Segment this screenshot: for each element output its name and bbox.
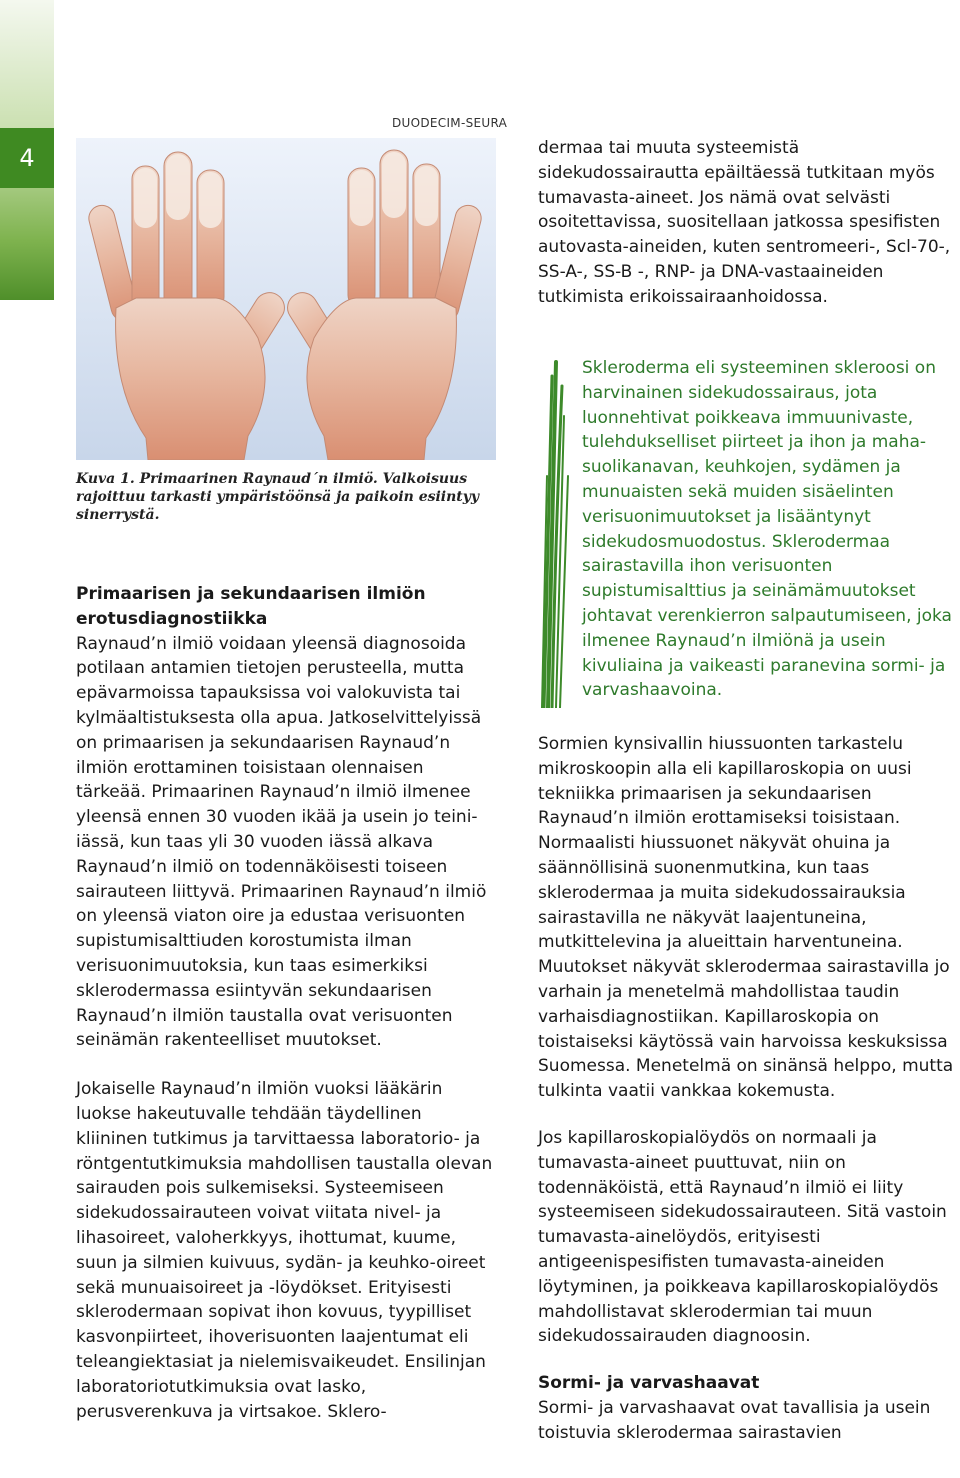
right-paragraph-1: Sormien kynsivallin hiussuonten tarkastelu mikroskoopin alla eli kapillaroskopia on uusi tekniikka primaarisen ja sekundaarisen Raynaud’n ilmiön erottamiseksi toisistaan. Normaalisti hiussuonet näkyvät ohuina ja säännöllisinä suonenmutkina, kun taas sklerodermaa ja muita sidekudossairauksia sairastavilla ne näkyvät laajentuneina, mutkittelevina ja alueittain harventuneina. Muutokset näkyvät sklerodermaa sairastavilla jo varhain ja menetelmä mahdollistaa taudin varhaisdiagnostiikan. Kapillaroskopia on toistaiseksi käytössä vain harvoissa keskuksissa Suomessa. Menetelmä on sinänsä helppo, mutta tulkinta vaatii vankkaa kokemusta. <box>538 734 954 1102</box>
right-paragraph-3: Sormi- ja varvashaavat ovat tavallisia ja usein toistuvia sklerodermaa sairastavien <box>538 1397 931 1443</box>
left-paragraph-2: Jokaiselle Raynaud’n ilmiön vuoksi lääkärin luokse hakeutuvalle tehdään täydellinen kliininen tutkimus ja tarvittaessa laboratorio- ja röntgentutkimuksia mahdollisen taustalla olevan sairauden pois sulkemiseksi. Systeemiseen sidekudossairauteen voivat viitata nivel- ja lihasoireet, valoherkkyys, ihottumat, kuume, suun ja silmien kuivuus, sydän- ja keuhko-oireet sekä munuaisoireet ja -löydökset. Erityisesti sklerodermaan sopivat ihon kovuus, tyypilliset kasvonpiirteet, ihoverisuonten laajentumat eli teleangiektasiat ja nielemisvaikeudet. Ensilinjan laboratoriotutkimuksia ovat lasko, perusverenkuva ja virtsakoe. Sklero- <box>76 1079 493 1422</box>
publisher-label: DUODECIM-SEURA <box>392 116 508 130</box>
scleroderma-aside: Skleroderma eli systeeminen skleroosi on harvinainen sidekudossairaus, jota luonnehtivat poikkeava immuunivaste, tulehdukselliset piirteet ja ihon ja maha-suolikanavan, keuhkojen, sydämen ja munuaisten sekä muiden sisäelinten verisuonimuutokset ja lisääntynyt sidekudosmuodostus. Sklerodermaa sairastavilla ihon verisuonten supistumisalttius ja seinämämuutokset johtavat verenkierron salpautumiseen, joka ilmenee Raynaud’n ilmiönä ja usein kivuliaina ja vaikeasti paranevina sormi- ja varvashaavoina. <box>582 358 952 701</box>
right-column-continuation <box>538 136 958 310</box>
hands-illustration <box>76 138 496 460</box>
hands-photo <box>76 138 496 460</box>
right-column-main <box>538 732 958 1446</box>
figure-caption: Kuva 1. Primaarinen Raynaud´n ilmiö. Valkoisuus rajoittuu tarkasti ympäristöönsä ja paikoin esiintyy sinerrystä. <box>76 471 480 523</box>
page-number: 4 <box>0 128 54 188</box>
continuation-paragraph: dermaa tai muuta systeemistä sidekudossairautta epäiltäessä tutkitaan myös tumavasta-aineet. Jos nämä ovat selvästi osoitettavissa, suositellaan jatkossa spesifisten autovasta-aineiden, kuten sentromeeri-, Scl-70-, SS-A-, SS-B -, RNP- ja DNA-vastaaineiden tutkimista erikoissairaanhoidossa. <box>538 138 951 307</box>
section-heading: Primaarisen ja sekundaarisen ilmiön erotusdiagnostiikka <box>76 584 426 629</box>
right-paragraph-2: Jos kapillaroskopialöydös on normaali ja tumavasta-aineet puuttuvat, niin on todennäköistä, että Raynaud’n ilmiö ei liity systeemiseen sidekudossairauteen. Sitä vastoin tumavasta-ainelöydös, erityisesti antigeenispesifisten tumavasta-aineiden löytyminen, ja poikkeava kapillaroskopialöydös mahdollistavat sklerodermian tai muun sidekudossairauden diagnoosin. <box>538 1127 947 1347</box>
subsection-heading: Sormi- ja varvashaavat <box>538 1373 760 1394</box>
grass-decoration <box>538 356 572 708</box>
left-paragraph-1: Raynaud’n ilmiö voidaan yleensä diagnosoida potilaan antamien tietojen perusteella, mutta epävarmoissa tapauksissa voi valokuvista tai kylmäaltistuksesta olla apua. Jatkoselvittelyissä on primaarisen ja sekundaarisen Raynaud’n ilmiön erottaminen toisistaan olennaisen tärkeää. Primaarinen Raynaud’n ilmiö ilmenee yleensä ennen 30 vuoden ikää ja usein jo teini-iässä, kun taas yli 30 vuoden iässä alkava Raynaud’n ilmiö on todennäköisesti toiseen sairauteen liittyvä. Primaarinen Raynaud’n ilmiö on yleensä viaton oire ja edustaa verisuonten supistumisalttiuden korostumista ilman verisuonimuutoksia, kun taas esimerkiksi sklerodermassa esiintyvän sekundaarisen Raynaud’n ilmiön taustalla ovat verisuonten seinämän rakenteelliset muutokset. <box>76 633 487 1051</box>
left-column <box>76 582 496 1424</box>
